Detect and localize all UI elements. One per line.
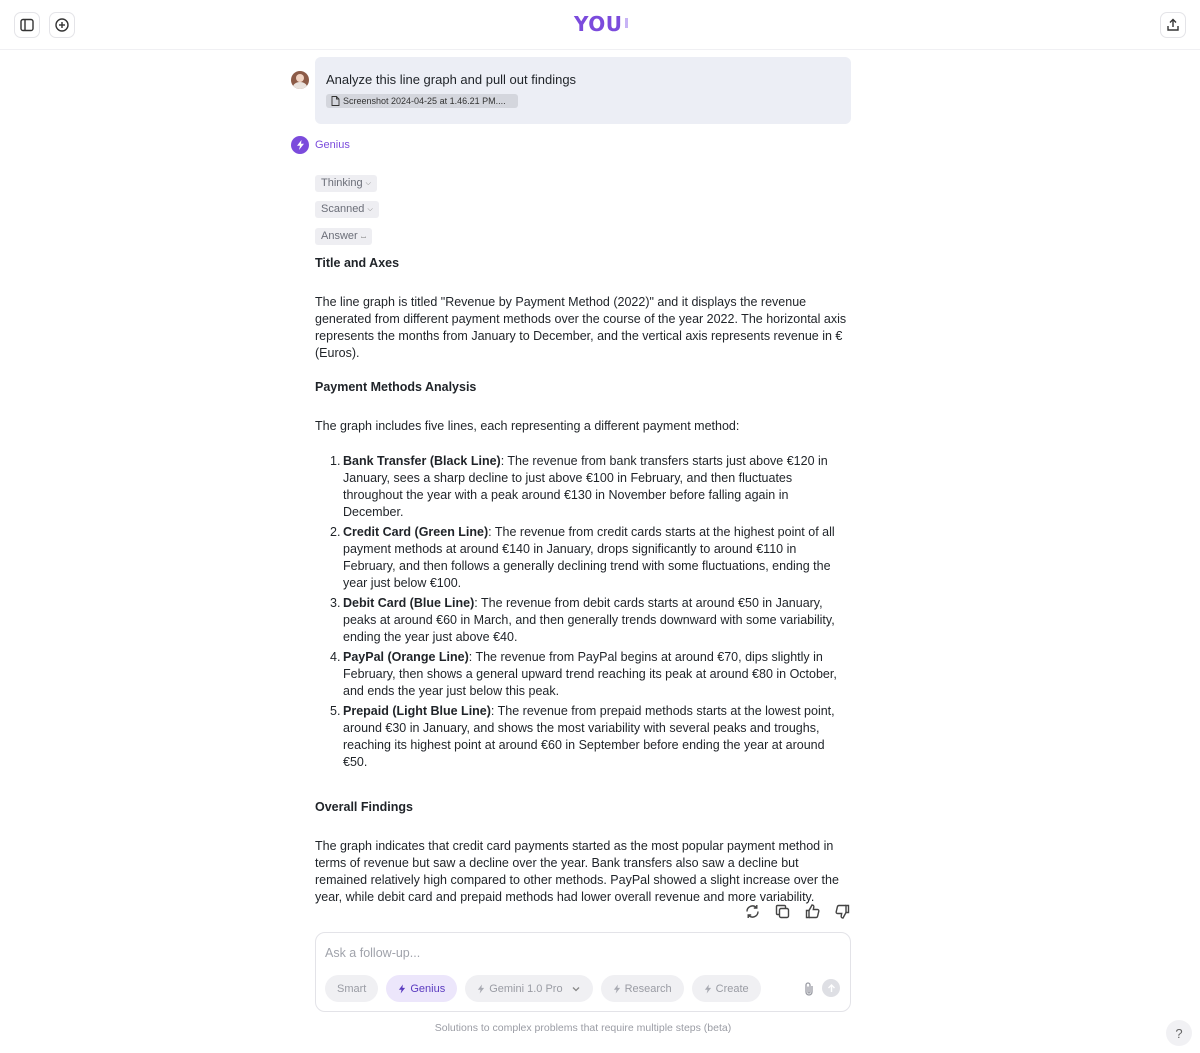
- list-number: 1.: [330, 454, 341, 468]
- mode-research-button[interactable]: [601, 975, 684, 1002]
- list-item-text: : The revenue from bank transfers starts just above €120 in January, sees a sharp decline to just above €100 in February, and then fluctuates throughout the year with a peak around €130 in November before falling again in December.: [343, 454, 828, 519]
- section-heading-payment-methods: Payment Methods Analysis: [315, 380, 477, 394]
- attachment-chip[interactable]: [326, 94, 518, 108]
- mode-label: Research: [624, 982, 672, 995]
- logo-text: YOU: [574, 12, 623, 36]
- copy-button[interactable]: [773, 902, 791, 920]
- thumbs-up-icon: [804, 903, 821, 920]
- share-button[interactable]: [1160, 12, 1186, 38]
- model-select-dropdown[interactable]: [465, 975, 592, 1002]
- chevron-up-icon: ⌴: [360, 233, 367, 240]
- answer-label: Answer: [321, 230, 358, 242]
- genius-avatar: [291, 136, 309, 154]
- thinking-toggle[interactable]: [315, 175, 377, 192]
- user-message: [315, 57, 851, 124]
- list-item-text: : The revenue from debit cards starts at around €50 in January, peaks at around €60 in March, and then generally trends downward with some variability, ending the year just above €40.: [343, 596, 835, 644]
- section-heading-overall-findings: Overall Findings: [315, 800, 413, 814]
- list-number: 5.: [330, 704, 341, 718]
- list-item: [330, 703, 851, 771]
- attachment-name: Screenshot 2024-04-25 at 1.46.21 PM....: [343, 96, 506, 106]
- paperclip-icon[interactable]: [802, 981, 816, 997]
- arrow-up-icon: [827, 984, 836, 993]
- list-item: [330, 524, 851, 592]
- list-item-title: Bank Transfer (Black Line): [343, 454, 501, 468]
- you-logo[interactable]: [574, 12, 628, 36]
- paragraph-title-axes: The line graph is titled "Revenue by Payment Method (2022)" and it displays the revenue generated from different payment methods over the course of the year 2022. The horizontal axis represents the months from January to December, and the vertical axis represents revenue in € (Euros).: [315, 295, 847, 360]
- list-item-text: : The revenue from credit cards starts at the highest point of all payment methods at around €140 in January, drops significantly to around €110 in February, and then follows a generally declining trend with some fluctuations, ending the year just below €100.: [343, 525, 835, 590]
- mode-smart-button[interactable]: [325, 975, 378, 1002]
- thumbs-up-button[interactable]: [803, 902, 821, 920]
- chevron-down-icon: ⌵: [365, 180, 371, 187]
- lightning-icon: [477, 984, 485, 994]
- answer-toggle[interactable]: [315, 228, 372, 245]
- plus-circle-icon: [54, 17, 70, 33]
- user-message-text: Analyze this line graph and pull out findings: [326, 72, 577, 87]
- list-item-title: Credit Card (Green Line): [343, 525, 489, 539]
- message-actions: [743, 902, 851, 920]
- mode-label: Genius: [410, 982, 446, 995]
- lightning-icon: [613, 984, 621, 994]
- paragraph-overall-findings: The graph indicates that credit card payments started as the most popular payment method in terms of revenue but saw a decline over the year. Bank transfers also saw a decline but remained relatively high compared to other methods. PayPal showed a slight increase over the year, while debit card and prepaid methods had lower overall revenue and more variability.: [315, 839, 839, 904]
- scanned-label: Scanned: [321, 203, 365, 215]
- thinking-label: Thinking: [321, 177, 363, 189]
- list-item-title: Debit Card (Blue Line): [343, 596, 475, 610]
- lightning-icon: [296, 140, 305, 150]
- mode-caption: Solutions to complex problems that require multiple steps (beta): [434, 1022, 732, 1034]
- follow-up-composer: [315, 932, 851, 1012]
- help-button[interactable]: ?: [1166, 1020, 1192, 1046]
- mode-create-button[interactable]: [692, 975, 761, 1002]
- user-avatar: [291, 71, 309, 89]
- file-icon: [331, 96, 340, 106]
- mode-label: Gemini 1.0 Pro: [489, 982, 563, 995]
- list-number: 4.: [330, 650, 341, 664]
- mode-label: Smart: [337, 982, 367, 995]
- list-item-title: PayPal (Orange Line): [343, 650, 469, 664]
- lightning-icon: [398, 984, 406, 994]
- refresh-icon: [744, 903, 761, 920]
- list-item-title: Prepaid (Light Blue Line): [343, 704, 491, 718]
- thumbs-down-icon: [834, 903, 851, 920]
- list-item: [330, 595, 851, 646]
- new-chat-button[interactable]: [49, 12, 75, 38]
- follow-up-input[interactable]: [325, 943, 825, 963]
- list-item: [330, 453, 851, 521]
- section-heading-title-axes: Title and Axes: [315, 256, 400, 270]
- send-button[interactable]: [822, 979, 840, 997]
- answer-content: [315, 255, 851, 906]
- mode-label: Create: [715, 982, 749, 995]
- mode-selector: [325, 975, 761, 1002]
- scanned-toggle[interactable]: [315, 201, 379, 218]
- top-bar: [0, 0, 1200, 50]
- list-number: 3.: [330, 596, 341, 610]
- logo-accent: [625, 18, 628, 28]
- list-number: 2.: [330, 525, 341, 539]
- assistant-mode-label: Genius: [315, 139, 350, 151]
- share-icon: [1165, 17, 1181, 33]
- list-item-text: : The revenue from prepaid methods starts at the lowest point, around €30 in January, and shows the most variability with several peaks and troughs, reaching its highest point at around €60 in September before ending the year at around €50.: [343, 704, 835, 769]
- chevron-down-icon: [571, 984, 581, 994]
- lightning-icon: [704, 984, 712, 994]
- chevron-down-icon: ⌵: [367, 206, 373, 213]
- mode-genius-button[interactable]: [386, 975, 457, 1002]
- copy-icon: [774, 903, 791, 920]
- thumbs-down-button[interactable]: [833, 902, 851, 920]
- list-item-text: : The revenue from PayPal begins at around €70, dips slightly in February, then shows a general upward trend reaching its peak at around €80 in October, and ends the year just below this peak.: [343, 650, 837, 698]
- sidebar-toggle-button[interactable]: [14, 12, 40, 38]
- paragraph-payment-methods: The graph includes five lines, each representing a different payment method:: [315, 419, 740, 433]
- payment-methods-list: [330, 453, 851, 771]
- regenerate-button[interactable]: [743, 902, 761, 920]
- sidebar-icon: [19, 17, 35, 33]
- list-item: [330, 649, 851, 700]
